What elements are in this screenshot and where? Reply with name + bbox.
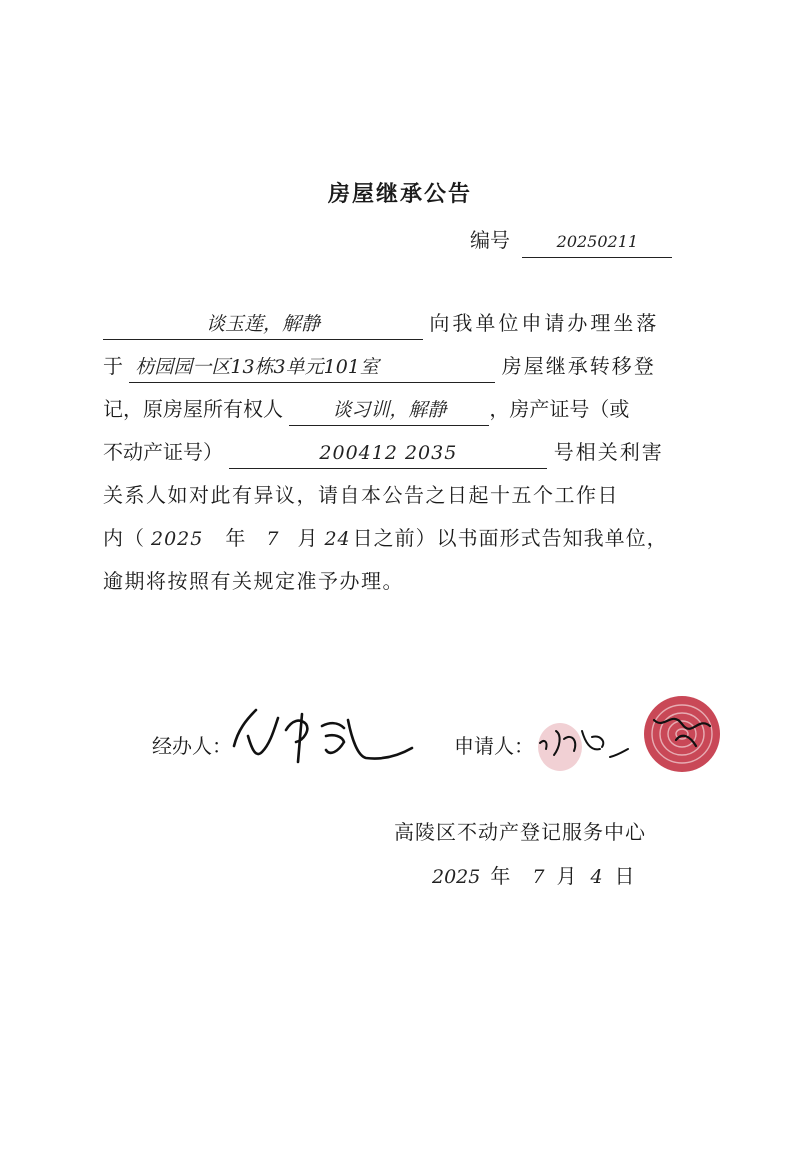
body-text: 日之前）以书面形式告知我单位， [352,526,668,550]
original-owners-field: 谈习训，解静 [289,395,489,426]
body-text: 月 [297,526,319,550]
body-line-2 [103,346,703,386]
applicant-signature [530,705,630,775]
body-text: 于 [103,354,123,378]
date-day: 4 [590,866,603,888]
body-text: 逾期将按照有关规定准予办理。 [103,569,404,593]
applicants-field: 谈玉莲，解静 [103,309,423,340]
issue-date [432,860,635,889]
handler-signature [226,700,416,770]
body-text: 房屋继承转移登 [501,354,656,378]
date-year: 2025 [432,866,481,888]
body-text: ，房产证号（或 [489,397,630,421]
document-title: 房屋继承公告 [327,182,472,207]
body-text: 年 [225,526,247,550]
body-text: 记，原房屋所有权人 [103,397,283,421]
fingerprint-stamp [636,690,728,776]
office-name: 高陵区不动产登记服务中心 [394,820,646,844]
body-line-7 [103,561,703,601]
body-text: 内（ [103,526,145,550]
serial-label: 编号 [470,228,510,252]
date-month: 7 [532,866,545,888]
applicant-label: 申请人： [454,734,534,758]
location-field: 枋园园一区13栋3单元101室 [129,352,495,383]
body-line-4 [103,432,703,472]
body-line-6 [103,518,703,558]
handler-label: 经办人： [152,734,232,758]
body-text: 向我单位申请办理坐落 [429,311,660,335]
body-text: 不动产证号） [103,440,223,464]
date-day-label: 日 [614,864,635,888]
body-line-3 [103,389,703,429]
serial-number [470,224,672,258]
body-text: 关系人如对此有异议，请自本公告之日起十五个工作日 [103,483,619,507]
deadline-month: 7 [266,528,280,550]
certificate-number-field: 200412 2035 [229,438,547,469]
deadline-year: 2025 [151,528,204,550]
body-line-5 [103,475,703,515]
body-line-1 [103,303,703,343]
serial-value: 20250211 [522,227,672,258]
deadline-day: 24 [324,528,351,550]
body-text: 号相关利害 [553,440,664,464]
date-month-label: 月 [556,864,577,888]
date-year-label: 年 [490,864,511,888]
